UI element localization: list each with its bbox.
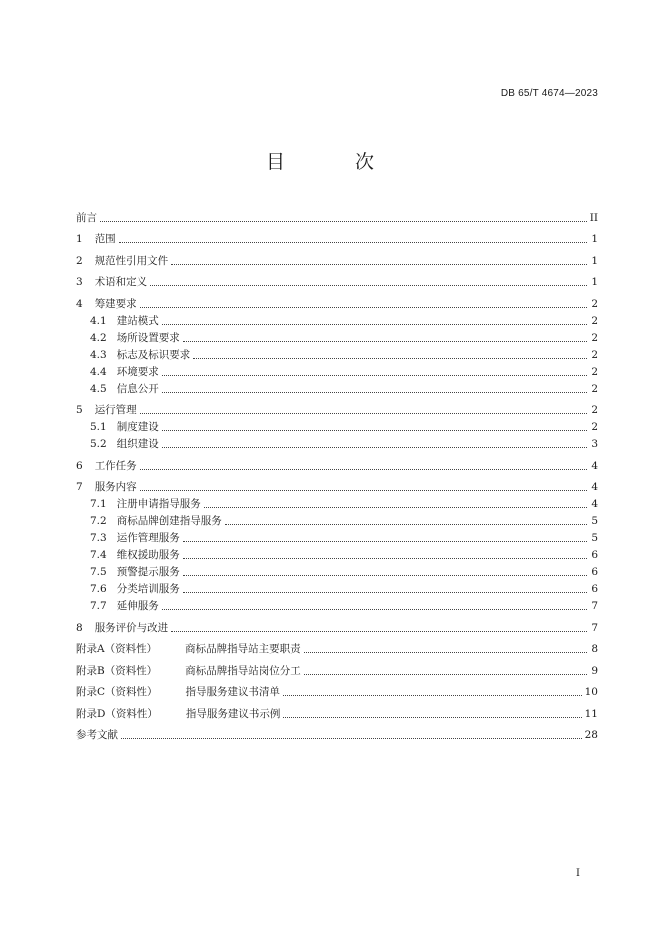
toc-entry-title [76,532,180,544]
section-title: 组织建设 [116,438,159,450]
section-title: 维权援助服务 [116,549,180,561]
section-title: 前言 [76,211,97,224]
dot-leader [283,717,581,718]
dot-leader [140,469,587,470]
section-number: 4.5 [90,382,107,395]
page-reference: 7 [591,621,598,634]
dot-leader [121,738,582,739]
section-number: 7.5 [90,566,107,578]
page-reference: 1 [591,254,598,267]
section-title: 范围 [94,233,116,245]
toc-entry[interactable] [76,348,598,365]
toc-entry-title [76,622,168,634]
toc-entry[interactable] [76,365,598,382]
dot-leader [183,541,587,542]
page-reference: 2 [591,365,598,378]
toc-entry-title [76,255,168,267]
page-number: I [576,868,580,879]
page-reference: 5 [591,532,598,544]
toc-entry-title [76,366,159,378]
section-number: 3 [76,276,83,288]
section-number: 7.1 [90,498,107,510]
section-title: 服务评价与改进 [94,621,169,634]
toc-entry-title [76,600,159,612]
section-title: 指导服务建议书清单 [185,686,281,698]
page-reference: 2 [591,404,598,416]
page-reference: 28 [584,729,598,741]
dot-leader [119,242,587,243]
dot-leader [183,592,587,593]
toc-entry-title [76,729,118,741]
page-reference: 5 [591,515,598,527]
page-reference: 4 [591,459,598,472]
section-title: 服务内容 [94,481,137,493]
toc-entry[interactable] [76,476,598,498]
toc-entry[interactable] [76,548,598,565]
page-reference: 2 [591,421,598,433]
dot-leader [140,413,587,414]
section-title: 参考文献 [76,729,118,741]
page-reference: 2 [591,297,598,310]
page-reference: 6 [591,583,598,595]
section-number: 7 [76,481,83,493]
toc-entry-title [76,332,180,344]
toc-entry[interactable] [76,206,598,228]
page-reference: 9 [591,664,598,677]
dot-leader [183,575,587,576]
page-reference: 4 [591,498,598,510]
dot-leader [162,375,587,376]
section-number: 5 [76,404,83,416]
toc-entry-title [76,276,147,288]
standard-code: DB 65/T 4674—2023 [500,88,598,99]
toc-entry-title [76,583,180,595]
toc-entry-title [76,315,159,327]
toc-entry-title [76,298,137,310]
toc-entry[interactable] [76,659,598,681]
dot-leader [100,221,587,222]
section-title: 标志及标识要求 [116,348,191,361]
section-title: 场所设置要求 [116,331,180,344]
section-title: 术语和定义 [94,276,148,288]
dot-leader [283,695,582,696]
toc-entry-title [76,686,280,698]
section-number: 7.3 [90,532,107,544]
dot-leader [193,358,587,359]
section-title: 预警提示服务 [116,566,180,578]
dot-leader [140,307,587,308]
toc-entry[interactable] [76,514,598,531]
appendix-designation: 附录D（资料性） [76,707,158,720]
section-title: 规范性引用文件 [94,254,169,267]
section-title: 商标品牌指导站主要职责 [185,643,301,655]
section-title: 筹建要求 [94,297,137,310]
toc-entry[interactable] [76,724,598,746]
section-number: 4 [76,297,83,310]
section-number: 7.4 [90,549,107,561]
page-reference: 2 [591,314,598,327]
page-reference: II [589,211,598,224]
table-of-contents [76,206,598,745]
appendix-designation: 附录C（资料性） [76,686,158,698]
toc-entry[interactable] [76,599,598,616]
page-reference: 4 [591,481,598,493]
page-reference: 8 [591,643,598,655]
toc-entry-title [76,549,180,561]
dot-leader [162,430,587,431]
section-number: 7.2 [90,515,107,527]
page-reference: 1 [591,276,598,288]
dot-leader [162,447,587,448]
page-reference: 11 [584,707,598,720]
toc-entry-title [76,383,159,395]
toc-entry[interactable] [76,616,598,638]
appendix-designation: 附录B（资料性） [76,664,158,677]
toc-entry-title [76,708,280,720]
toc-entry[interactable] [76,249,598,271]
section-title: 延伸服务 [116,600,159,612]
toc-entry-title [76,438,159,450]
section-title: 商标品牌创建指导服务 [116,515,222,527]
section-title: 商标品牌指导站岗位分工 [185,664,301,677]
toc-entry-title [76,566,180,578]
section-title: 注册申请指导服务 [116,498,201,510]
toc-entry[interactable] [76,681,598,703]
toc-entry-title [76,349,190,361]
toc-entry[interactable] [76,331,598,348]
toc-entry[interactable] [76,420,598,437]
toc-entry-title [76,498,201,510]
page-title: 目 次 [265,151,407,173]
dot-leader [225,524,587,525]
page-reference: 2 [591,331,598,344]
toc-entry[interactable] [76,582,598,599]
toc-entry-title [76,643,301,655]
dot-leader [150,285,587,286]
appendix-designation: 附录A（资料性） [76,643,158,655]
section-number: 8 [76,621,83,634]
toc-entry[interactable] [76,454,598,476]
section-number: 4.3 [90,348,107,361]
toc-entry-title [76,233,116,245]
section-title: 建站模式 [116,314,159,327]
page-reference: 6 [591,549,598,561]
section-number: 2 [76,254,83,267]
toc-entry-title [76,460,137,472]
section-title: 工作任务 [94,459,137,472]
section-number: 5.1 [90,421,107,433]
section-number: 6 [76,459,83,472]
toc-entry[interactable] [76,638,598,660]
toc-entry[interactable] [76,497,598,514]
toc-entry-title [76,421,159,433]
dot-leader [304,652,587,653]
section-title: 分类培训服务 [116,583,180,595]
section-number: 4.4 [90,365,107,378]
page-reference: 3 [591,438,598,450]
toc-entry[interactable] [76,228,598,250]
page-reference: 2 [591,382,598,395]
toc-entry[interactable] [76,382,598,399]
toc-entry[interactable] [76,531,598,548]
dot-leader [171,264,587,265]
section-number: 7.7 [90,600,107,612]
dot-leader [140,490,587,491]
toc-entry[interactable] [76,292,598,314]
page-reference: 6 [591,566,598,578]
toc-entry-title [76,665,301,677]
page-reference: 7 [591,600,598,612]
section-number: 4.2 [90,331,107,344]
dot-leader [171,631,587,632]
section-title: 运行管理 [94,404,137,416]
dot-leader [162,324,587,325]
toc-entry-title [76,212,97,224]
page-reference: 10 [584,686,598,698]
section-title: 指导服务建议书示例 [185,707,281,720]
toc-entry-title [76,481,137,493]
section-number: 7.6 [90,583,107,595]
dot-leader [162,609,587,610]
dot-leader [204,507,587,508]
page-reference: 1 [591,233,598,245]
section-number: 1 [76,233,83,245]
section-number: 5.2 [90,438,107,450]
section-title: 环境要求 [116,365,159,378]
dot-leader [162,392,587,393]
toc-entry[interactable] [76,314,598,331]
section-title: 制度建设 [116,421,159,433]
toc-entry-title [76,515,222,527]
dot-leader [183,341,587,342]
section-title: 信息公开 [116,382,159,395]
toc-entry[interactable] [76,702,598,724]
dot-leader [183,558,587,559]
toc-entry-title [76,404,137,416]
toc-entry[interactable] [76,437,598,454]
toc-entry[interactable] [76,565,598,582]
dot-leader [304,674,587,675]
page-reference: 2 [591,348,598,361]
toc-entry[interactable] [76,399,598,421]
toc-entry[interactable] [76,271,598,293]
section-title: 运作管理服务 [116,532,180,544]
section-number: 4.1 [90,314,107,327]
